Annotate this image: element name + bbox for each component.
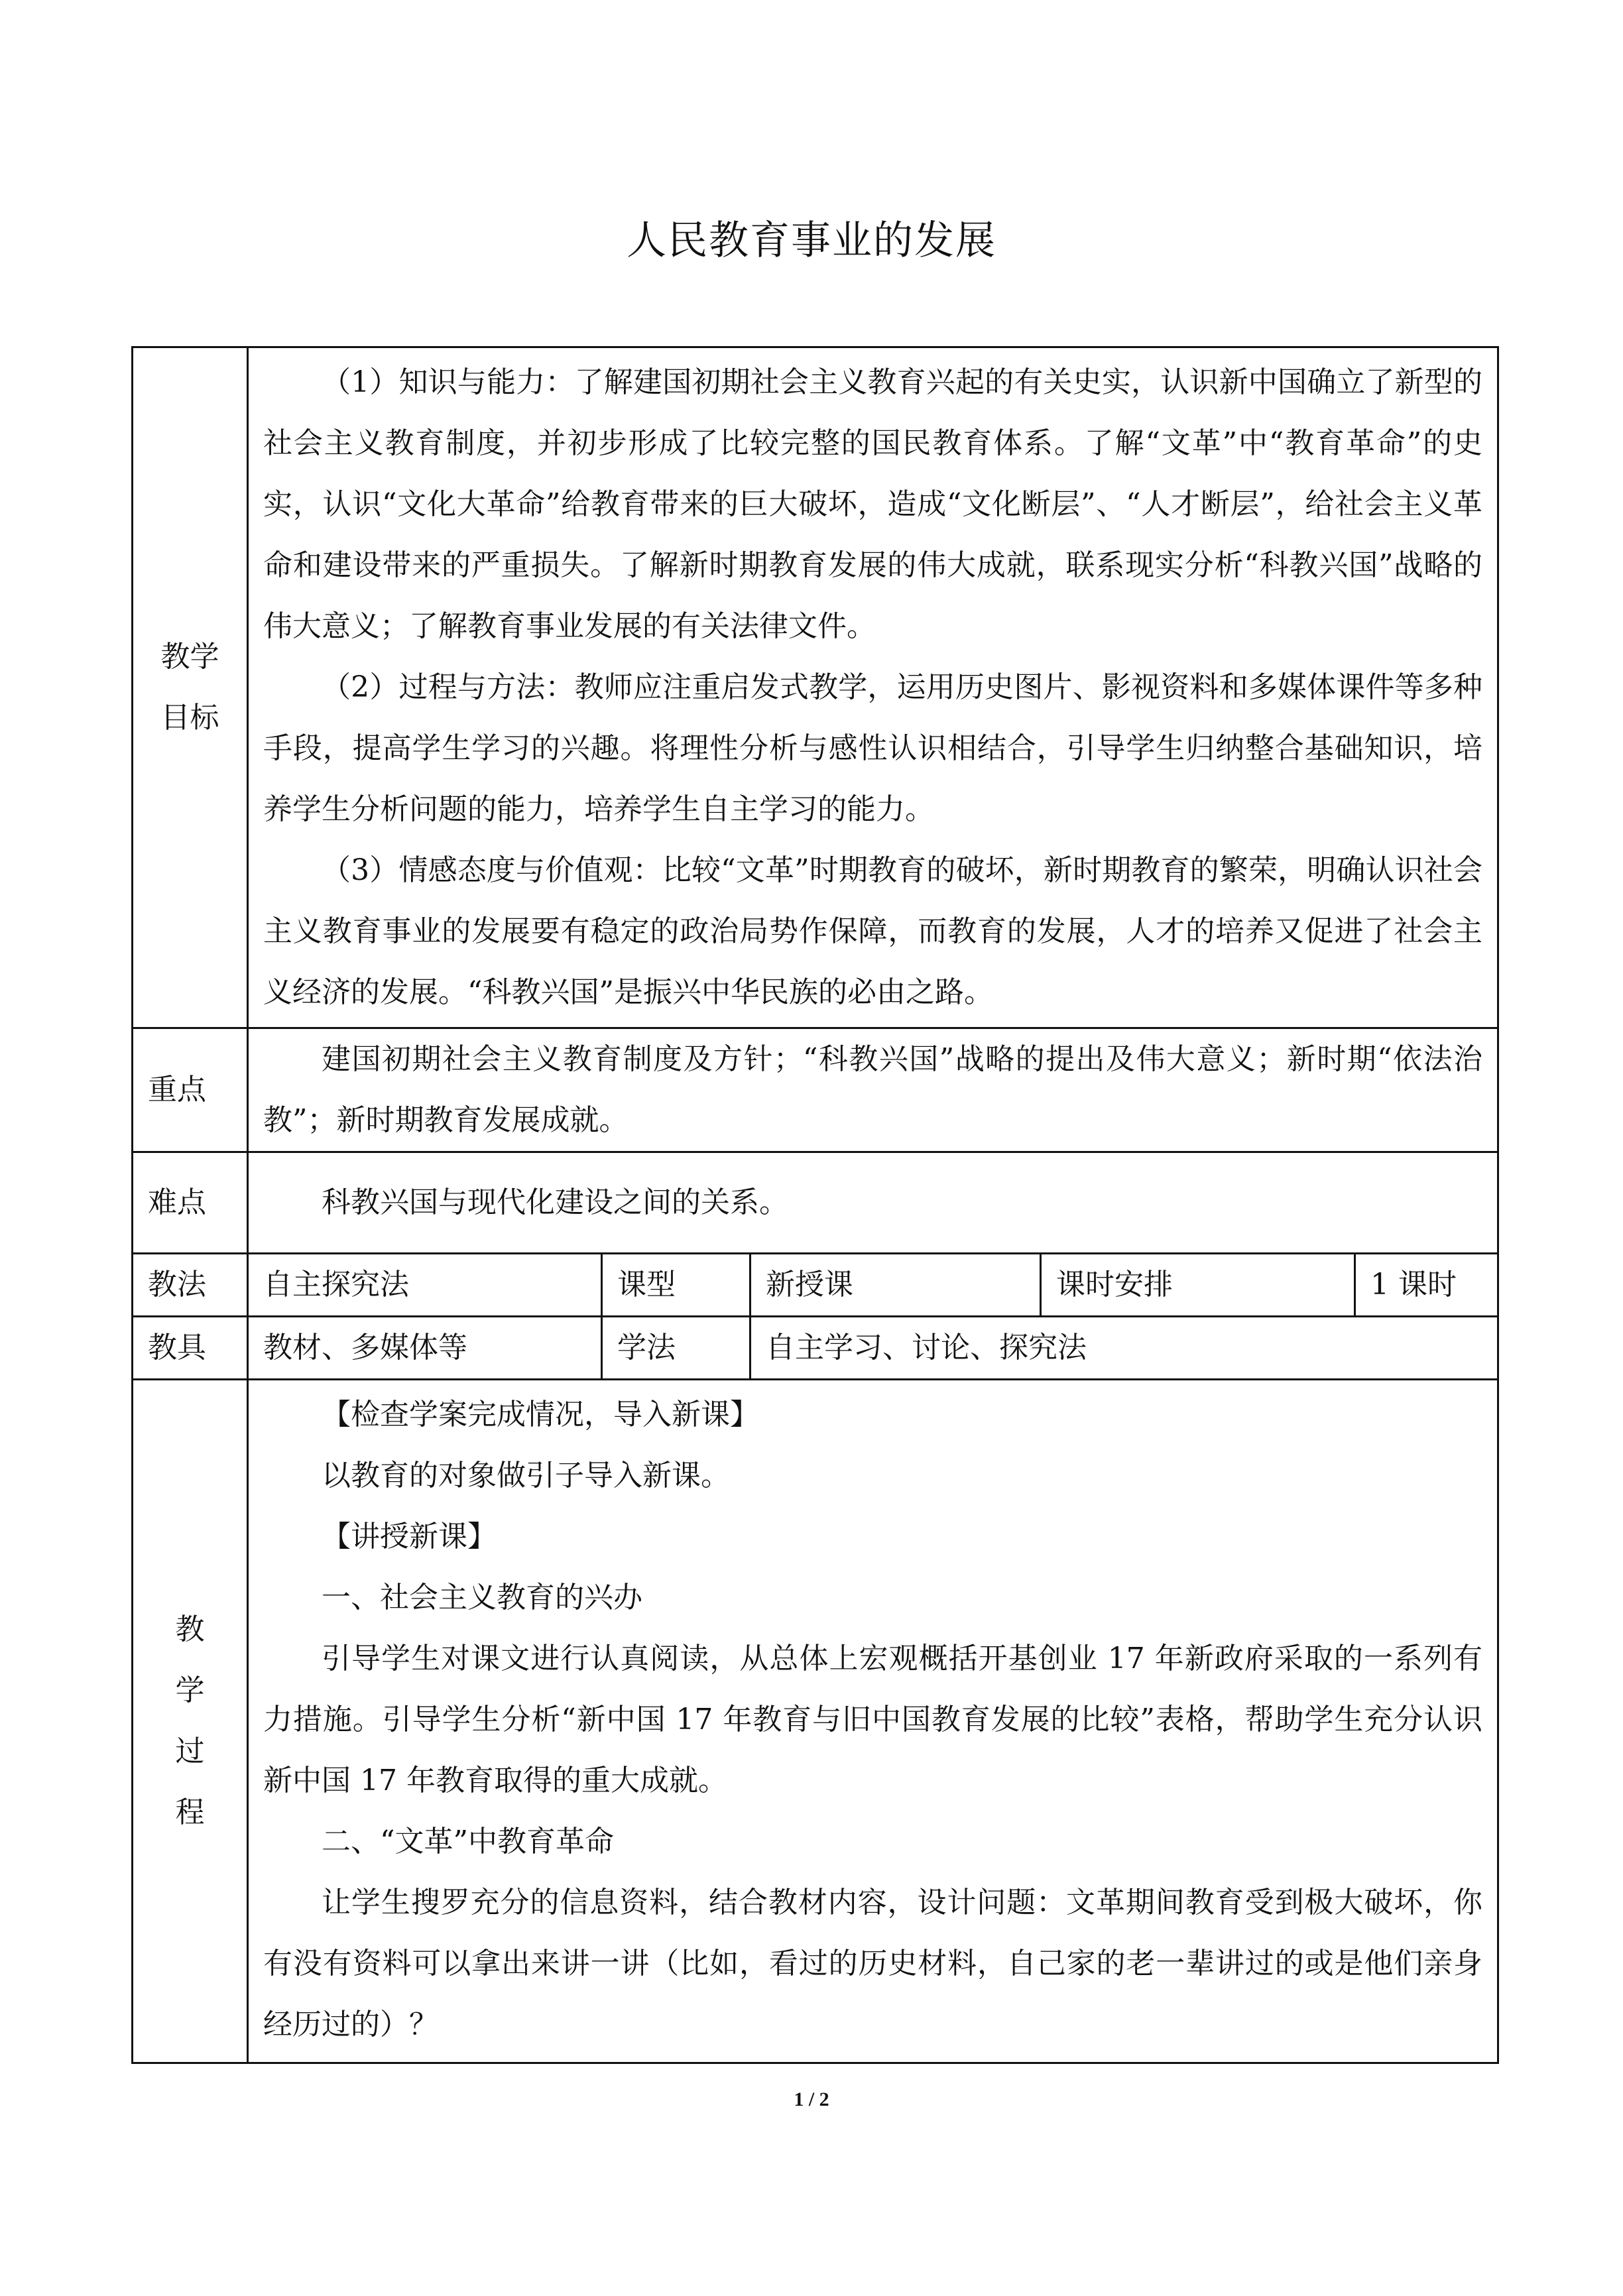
tools-value: 教材、多媒体等: [248, 1317, 602, 1380]
process-label-char-1: 教: [175, 1612, 205, 1646]
process-label-char-3: 过: [175, 1734, 205, 1768]
difficulties-row: [133, 1152, 1498, 1254]
process-heading-1: 一、社会主义教育的兴办: [322, 1581, 642, 1614]
schedule-label: 课时安排: [1041, 1254, 1355, 1317]
process-label: [133, 1380, 248, 2063]
schedule-value: 1 课时: [1355, 1254, 1498, 1317]
difficulties-content: [248, 1152, 1498, 1254]
tools-row: [133, 1317, 1498, 1380]
objectives-label-line-2: 目标: [160, 701, 219, 735]
objectives-content: [248, 347, 1498, 1028]
objectives-row: [133, 347, 1498, 1028]
objective-knowledge: （1）知识与能力：了解建国初期社会主义教育兴起的有关史实，认识新中国确立了新型的社会主义教育制度，并初步形成了比较完整的国民教育体系。了解“文革”中“教育革命”的史实，认识“文化大革命”给教育带来的巨大破坏，造成“文化断层”、“人才断层”，给社会主义革命和建设带来的严重损失。了解新时期教育发展的伟大成就，联系现实分析“科教兴国”战略的伟大意义；了解教育事业发展的有关法律文件。: [263, 365, 1483, 643]
difficulties-text: 科教兴国与现代化建设之间的关系。: [322, 1185, 788, 1219]
study-method-label: 学法: [602, 1317, 751, 1380]
lesson-type-value: 新授课: [751, 1254, 1041, 1317]
objective-attitude: （3）情感态度与价值观：比较“文革”时期教育的破坏，新时期教育的繁荣，明确认识社会主义教育事业的发展要有稳定的政治局势作保障，而教育的发展，人才的培养又促进了社会主义经济的发展。“科教兴国”是振兴中华民族的必由之路。: [263, 853, 1483, 1009]
objectives-label-line-1: 教学: [160, 640, 219, 674]
key-points-row: [133, 1028, 1498, 1152]
process-section-check: 【检查学案完成情况，导入新课】: [322, 1398, 759, 1431]
method-row: [133, 1254, 1498, 1317]
difficulties-label: 难点: [133, 1152, 248, 1254]
key-points-text: 建国初期社会主义教育制度及方针；“科教兴国”战略的提出及伟大意义；新时期“依法治教”；新时期教育发展成就。: [263, 1042, 1483, 1137]
document-title: 人民教育事业的发展: [627, 217, 996, 264]
process-text-2: 让学生搜罗充分的信息资料，结合教材内容，设计问题：文革期间教育受到极大破坏，你有没有资料可以拿出来讲一讲（比如，看过的历史材料，自己家的老一辈讲过的或是他们亲身经历过的）？: [263, 1886, 1483, 2041]
process-heading-2: 二、“文革”中教育革命: [322, 1825, 614, 1858]
objective-process: （2）过程与方法：教师应注重启发式教学，运用历史图片、影视资料和多媒体课件等多种手段，提高学生学习的兴趣。将理性分析与感性认识相结合，引导学生归纳整合基础知识，培养学生分析问题的能力，培养学生自主学习的能力。: [263, 670, 1483, 826]
lesson-plan-table: [131, 346, 1499, 2064]
key-points-label: 重点: [133, 1028, 248, 1152]
objectives-label: [133, 347, 248, 1028]
method-label: 教法: [133, 1254, 248, 1317]
study-method-value: 自主学习、讨论、探究法: [751, 1317, 1498, 1380]
process-label-char-2: 学: [175, 1673, 205, 1707]
method-value: 自主探究法: [248, 1254, 602, 1317]
process-content: [248, 1380, 1498, 2063]
process-label-char-4: 程: [175, 1795, 205, 1829]
process-intro: 以教育的对象做引子导入新课。: [322, 1459, 730, 1492]
process-text-1: 引导学生对课文进行认真阅读，从总体上宏观概括开基创业 17 年新政府采取的一系列有力措施。引导学生分析“新中国 17 年教育与旧中国教育发展的比较”表格，帮助学生充分认识新中国 17 年教育取得的重大成就。: [263, 1642, 1483, 1797]
tools-label: 教具: [133, 1317, 248, 1380]
process-row: [133, 1380, 1498, 2063]
process-section-teach: 【讲授新课】: [322, 1520, 497, 1553]
key-points-content: [248, 1028, 1498, 1152]
lesson-type-label: 课型: [602, 1254, 751, 1317]
page-number: 1 / 2: [794, 2088, 829, 2110]
